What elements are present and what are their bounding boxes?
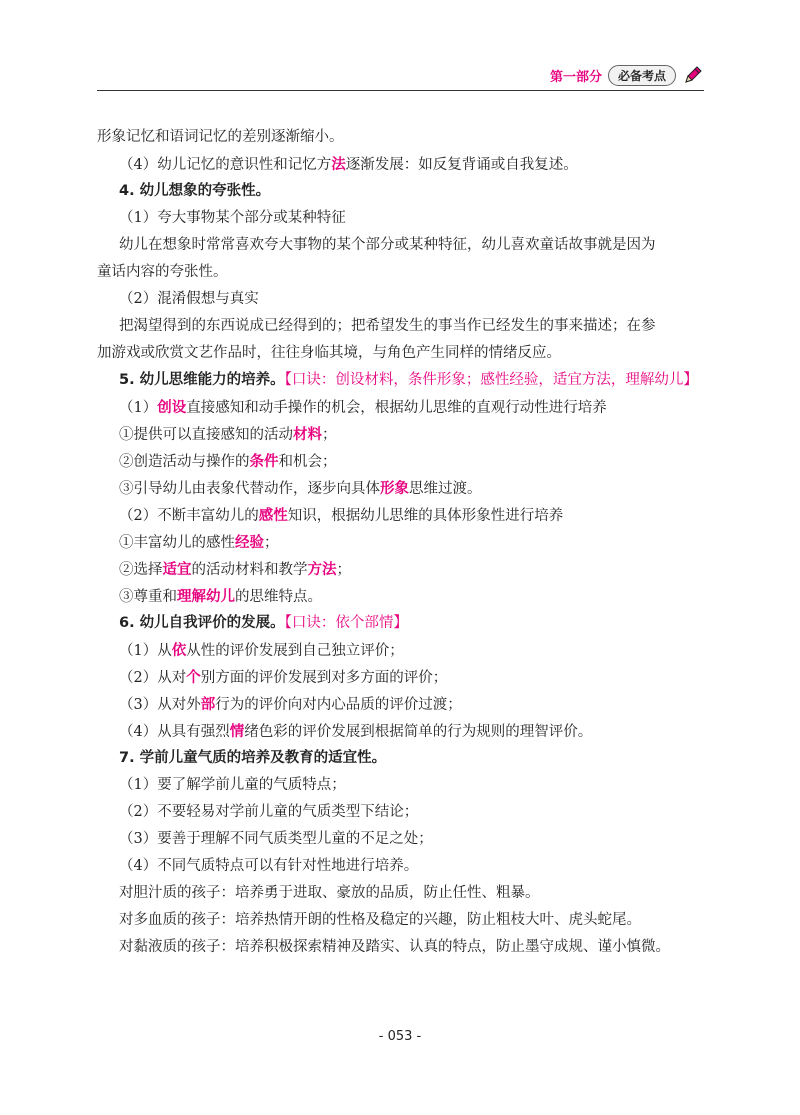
text-line: （4）幼儿记忆的意识性和记忆方法逐渐发展：如反复背诵或自我复述。 <box>119 156 578 173</box>
text-line: 对多血质的孩子：培养热情开朗的性格及稳定的兴趣，防止粗枝大叶、虎头蛇尾。 <box>119 912 641 928</box>
text-line: 幼儿在想象时常常喜欢夸大事物的某个部分或某种特征，幼儿喜欢童话故事就是因为 <box>119 237 656 253</box>
text-line: （2）不要轻易对学前儿童的气质类型下结论； <box>119 804 419 820</box>
text-line: （4）从具有强烈情绪色彩的评价发展到根据简单的行为规则的理智评价。 <box>119 723 593 740</box>
text-line: 加游戏或欣赏文艺作品时，往往身临其境，与角色产生同样的情绪反应。 <box>97 345 561 361</box>
text-line: ③尊重和理解幼儿的思维特点。 <box>119 588 322 605</box>
keyword: 创设 <box>157 399 187 416</box>
keyword: 依 <box>171 642 187 659</box>
page-body <box>97 124 707 961</box>
keyword: 感性 <box>258 507 288 524</box>
keyword: 情 <box>229 723 245 740</box>
keyword: 经验 <box>235 534 264 551</box>
keyword: 形象 <box>380 480 409 497</box>
text-line: ①丰富幼儿的感性经验； <box>119 534 279 551</box>
keyword: 适宜 <box>162 561 192 578</box>
text-line: （1）创设直接感知和动手操作的机会，根据幼儿思维的直观行动性进行培养 <box>119 399 607 416</box>
section-heading: 4. 幼儿想象的夸张性。 <box>119 183 271 199</box>
text-line: （1）夸大事物某个部分或某种特征 <box>119 210 346 226</box>
text-line: 对黏液质的孩子：培养积极探索精神及踏实、认真的特点，防止墨守成规、谨小慎微。 <box>119 939 670 955</box>
section-badge: 必备考点 <box>608 65 676 86</box>
page-header <box>97 60 704 90</box>
keyword: 方法 <box>307 561 337 578</box>
text-line: （3）要善于理解不同气质类型儿童的不足之处； <box>119 831 433 847</box>
text-line: （1）要了解学前儿童的气质特点； <box>119 777 346 793</box>
keyword: 条件 <box>249 453 279 470</box>
mnemonic-tip: 【口诀：创设材料，条件形象；感性经验，适宜方法，理解幼儿】 <box>284 372 698 388</box>
text-line: （1）从依从性的评价发展到自己独立评价； <box>119 642 404 659</box>
keyword: 法 <box>331 156 346 173</box>
pencil-icon <box>682 64 704 86</box>
text-line: （4）不同气质特点可以有针对性地进行培养。 <box>119 858 419 874</box>
text-line: （2）从对个别方面的评价发展到对多方面的评价； <box>119 669 448 686</box>
section-heading: 6. 幼儿自我评价的发展。 <box>119 615 285 631</box>
text-line: 把渴望得到的东西说成已经得到的；把希望发生的事当作已经发生的事来描述；在参 <box>119 318 656 334</box>
text-line: （3）从对外部行为的评价向对内心品质的评价过渡； <box>119 696 462 713</box>
section-heading-row <box>97 367 707 394</box>
section-heading: 7. 学前儿童气质的培养及教育的适宜性。 <box>119 750 387 766</box>
keyword: 部 <box>200 696 216 713</box>
text-line: 童话内容的夸张性。 <box>97 264 228 280</box>
text-line: （2）混淆假想与真实 <box>119 291 259 307</box>
header-label-group <box>550 64 704 86</box>
text-line: （2）不断丰富幼儿的感性知识，根据幼儿思维的具体形象性进行培养 <box>119 507 564 524</box>
page-number: - 053 - <box>378 1029 422 1044</box>
text-line: ①提供可以直接感知的活动材料； <box>119 426 337 443</box>
section-heading: 5. 幼儿思维能力的培养。 <box>119 372 285 388</box>
text-line: ③引导幼儿由表象代替动作，逐步向具体形象思维过渡。 <box>119 480 482 497</box>
keyword: 理解幼儿 <box>177 588 235 605</box>
part-label: 第一部分 <box>549 69 602 85</box>
text-line: ②选择适宜的活动材料和教学方法； <box>119 561 351 578</box>
section-heading-row <box>97 610 707 637</box>
keyword: 材料 <box>293 426 322 443</box>
mnemonic-tip: 【口诀：依个部情】 <box>284 615 408 631</box>
text-line: 对胆汁质的孩子：培养勇于进取、豪放的品质，防止任性、粗暴。 <box>119 885 540 901</box>
text-line: 形象记忆和语词记忆的差别逐渐缩小。 <box>97 129 344 145</box>
keyword: 个 <box>186 669 201 686</box>
text-line: ②创造活动与操作的条件和机会； <box>119 453 337 470</box>
header-divider <box>97 90 704 91</box>
